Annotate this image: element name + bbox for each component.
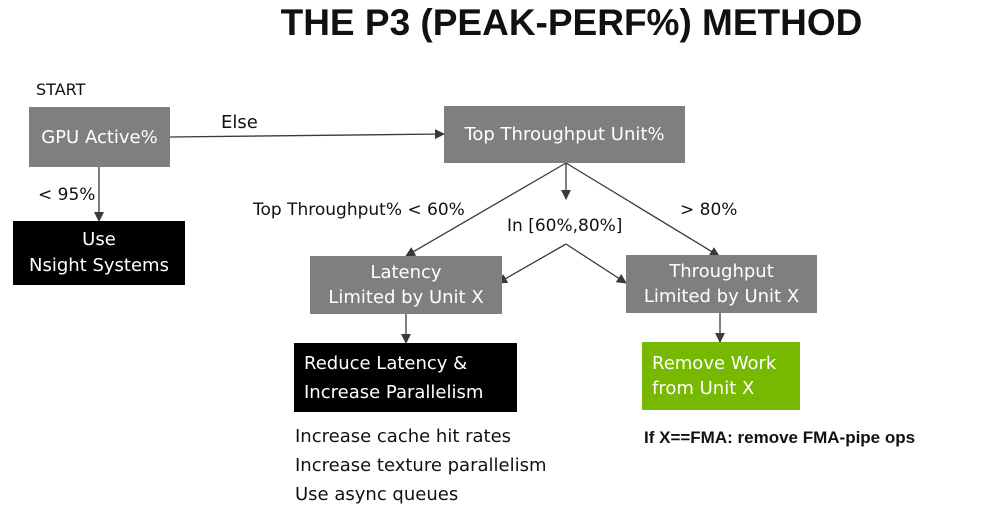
nsight-line-1: Use [82, 229, 116, 250]
edge-label-else: Else [221, 112, 258, 133]
remove-work-node [642, 342, 800, 410]
reduce-latency-node [294, 343, 517, 412]
top-throughput-node [444, 106, 685, 163]
edge-label-lt95: < 95% [38, 185, 96, 205]
latency-tips-list [295, 422, 547, 509]
arrow-mid-to-throughput [566, 244, 626, 283]
start-label: START [36, 80, 86, 99]
latency-tip-item: Increase cache hit rates [295, 426, 512, 447]
throughput-limited-line-1: Throughput [669, 261, 774, 282]
throughput-limited-line-2: Limited by Unit X [643, 286, 800, 307]
remove-work-line-2: from Unit X [652, 378, 755, 399]
latency-limited-line-1: Latency [370, 262, 442, 283]
edge-label-gt80: > 80% [680, 200, 738, 220]
reduce-latency-line-2: Increase Parallelism [304, 381, 484, 403]
gpu-active-label: GPU Active% [41, 126, 158, 148]
edge-label-between: In [60%,80%] [507, 216, 623, 236]
remove-work-line-1: Remove Work [652, 353, 777, 374]
arrow-mid-to-latency [498, 244, 566, 283]
arrow-gpu-to-top-throughput [170, 134, 444, 137]
page-title: THE P3 (PEAK-PERF%) METHOD [280, 2, 863, 43]
reduce-latency-line-1: Reduce Latency & [304, 352, 468, 374]
latency-tip-item: Use async queues [295, 484, 459, 505]
fma-note: If X==FMA: remove FMA-pipe ops [644, 428, 916, 447]
nsight-line-2: Nsight Systems [29, 255, 169, 276]
latency-limited-node [310, 256, 502, 314]
latency-tip-item: Increase texture parallelism [295, 455, 547, 476]
nsight-node [13, 221, 185, 285]
latency-limited-line-2: Limited by Unit X [328, 287, 484, 308]
top-throughput-label: Top Throughput Unit% [464, 124, 665, 145]
gpu-active-node [29, 107, 170, 167]
throughput-limited-node [626, 255, 817, 313]
edge-label-lt60: Top Throughput% < 60% [253, 200, 465, 220]
